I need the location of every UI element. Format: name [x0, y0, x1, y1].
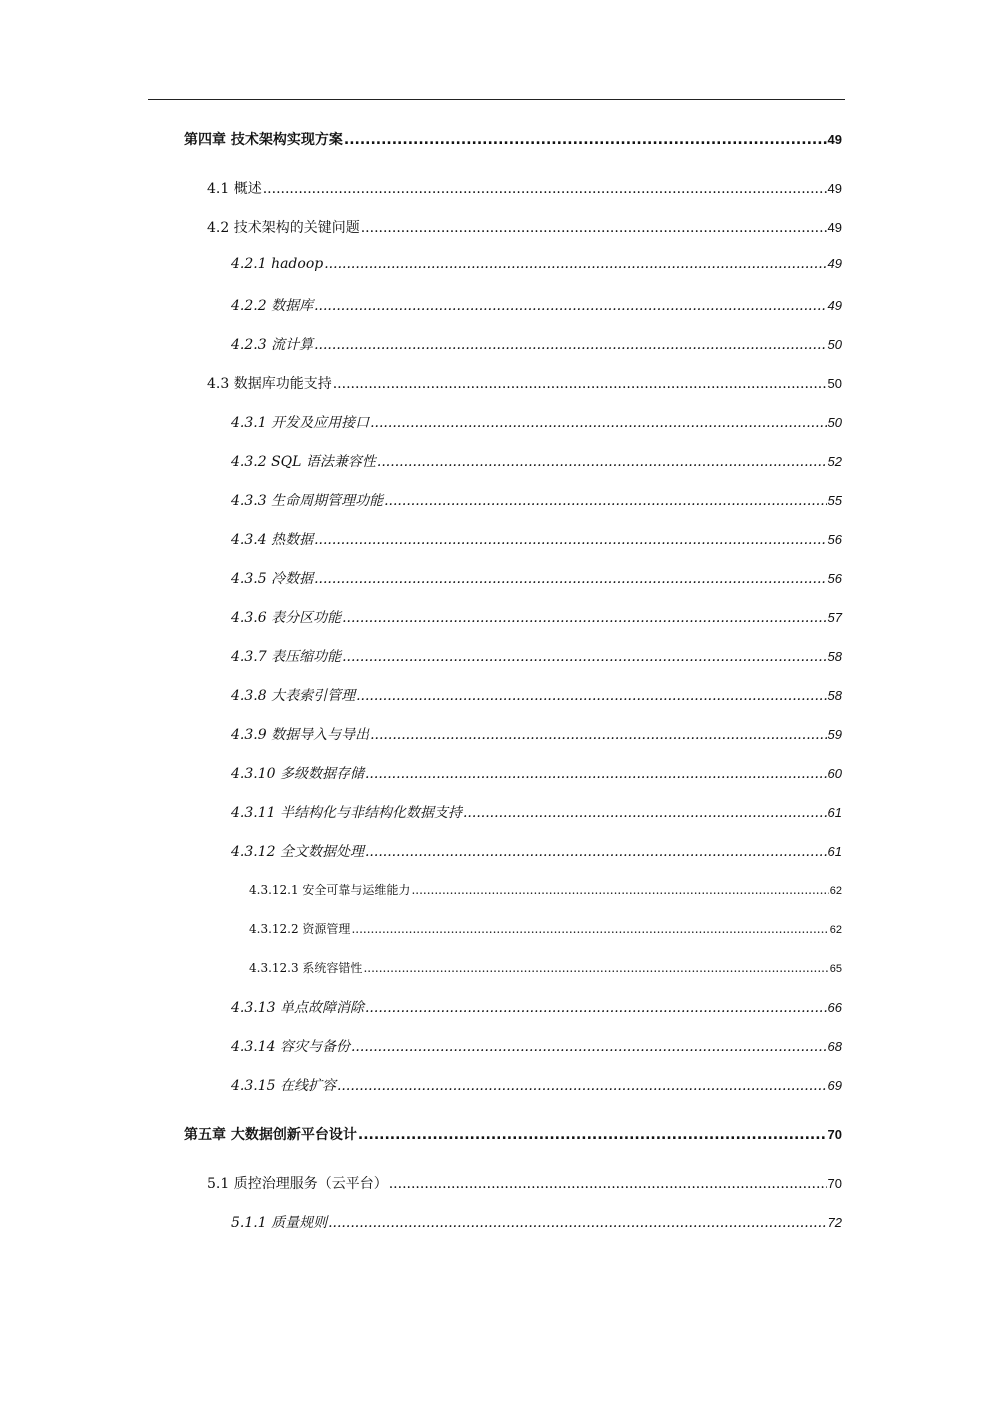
- toc-dot-leader: [314, 571, 826, 587]
- toc-dot-leader: [361, 220, 827, 236]
- toc-entry-page-number: 72: [827, 1215, 842, 1230]
- toc-entry[interactable]: [231, 646, 842, 666]
- toc-entry-label: 5.1.1 质量规则: [231, 1215, 328, 1231]
- toc-entry[interactable]: [249, 881, 842, 898]
- toc-entry-page-number: 50: [827, 337, 842, 352]
- toc-entry[interactable]: [231, 685, 842, 705]
- toc-entry-page-number: 58: [827, 688, 842, 703]
- toc-entry[interactable]: [231, 1036, 842, 1056]
- toc-entry-label: 4.2.3 流计算: [231, 337, 314, 353]
- toc-dot-leader: [411, 883, 828, 897]
- toc-entry-label: 4.3.8 大表索引管理: [231, 688, 356, 704]
- toc-dot-leader: [351, 922, 828, 936]
- toc-entry-label: 4.2.2 数据库: [231, 298, 314, 314]
- toc-entry-page-number: 57: [827, 610, 842, 625]
- toc-dot-leader: [314, 298, 826, 314]
- toc-entry-page-number: 61: [827, 805, 842, 820]
- toc-dot-leader: [365, 844, 827, 860]
- toc-entry[interactable]: [231, 724, 842, 744]
- toc-entry-page-number: 55: [827, 493, 842, 508]
- toc-dot-leader: [463, 805, 827, 821]
- toc-dot-leader: [358, 1127, 827, 1143]
- toc-entry-page-number: 50: [827, 376, 842, 391]
- toc-entry[interactable]: [231, 841, 842, 861]
- toc-dot-leader: [370, 415, 826, 431]
- toc-entry-page-number: 70: [827, 1127, 842, 1142]
- toc-dot-leader: [363, 961, 828, 975]
- toc-entry[interactable]: [231, 529, 842, 549]
- toc-dot-leader: [337, 1078, 827, 1094]
- toc-entry[interactable]: [231, 334, 842, 354]
- toc-entry[interactable]: [231, 763, 842, 783]
- toc-entry[interactable]: [184, 1124, 842, 1144]
- toc-entry-page-number: 60: [827, 766, 842, 781]
- toc-dot-leader: [328, 1215, 826, 1231]
- toc-entry[interactable]: [184, 129, 842, 149]
- toc-dot-leader: [365, 766, 827, 782]
- toc-dot-leader: [314, 532, 826, 548]
- toc-entry[interactable]: [231, 295, 842, 315]
- toc-entry-page-number: 70: [827, 1176, 842, 1191]
- toc-entry-label: 4.3.12.2 资源管理: [249, 922, 351, 936]
- toc-entry-page-number: 49: [827, 298, 842, 313]
- toc-dot-leader: [389, 1176, 827, 1192]
- toc-dot-leader: [314, 337, 826, 353]
- toc-entry[interactable]: [207, 217, 842, 237]
- toc-entry-label: 4.1 概述: [207, 181, 262, 197]
- toc-entry-label: 4.3.3 生命周期管理功能: [231, 493, 384, 509]
- toc-dot-leader: [365, 1000, 827, 1016]
- toc-entry-label: 4.3 数据库功能支持: [207, 376, 332, 392]
- toc-entry[interactable]: [231, 607, 842, 627]
- toc-entry-label: 5.1 质控治理服务（云平台）: [207, 1176, 388, 1192]
- toc-entry-label: 第四章 技术架构实现方案: [184, 132, 343, 148]
- toc-entry[interactable]: [231, 997, 842, 1017]
- toc-entry[interactable]: [231, 1075, 842, 1095]
- toc-entry-label: 4.3.11 半结构化与非结构化数据支持: [231, 805, 462, 821]
- toc-entry-label: 4.3.14 容灾与备份: [231, 1039, 350, 1055]
- toc-entry[interactable]: [207, 373, 842, 393]
- toc-entry[interactable]: [231, 1212, 842, 1232]
- toc-dot-leader: [342, 649, 826, 665]
- toc-entry-page-number: 61: [827, 844, 842, 859]
- toc-entry[interactable]: [249, 959, 842, 976]
- toc-dot-leader: [342, 610, 826, 626]
- toc-entry[interactable]: [249, 920, 842, 937]
- toc-dot-leader: [370, 727, 826, 743]
- toc-entry-label: 4.3.6 表分区功能: [231, 610, 342, 626]
- toc-entry-page-number: 49: [827, 181, 842, 196]
- toc-entry-label: 4.3.12.1 安全可靠与运维能力: [249, 883, 411, 897]
- toc-entry[interactable]: [231, 490, 842, 510]
- toc-dot-leader: [263, 181, 827, 197]
- toc-entry-label: 4.3.9 数据导入与导出: [231, 727, 370, 743]
- toc-entry[interactable]: [207, 1173, 842, 1193]
- toc-entry-page-number: 49: [827, 132, 842, 147]
- toc-entry-page-number: 52: [827, 454, 842, 469]
- toc-dot-leader: [344, 132, 827, 148]
- toc-entry[interactable]: [231, 256, 842, 272]
- toc-entry-label: 4.3.5 冷数据: [231, 571, 314, 587]
- toc-entry-page-number: 62: [829, 924, 842, 936]
- toc-entry-page-number: 56: [827, 571, 842, 586]
- toc-entry[interactable]: [207, 178, 842, 198]
- toc-entry-page-number: 59: [827, 727, 842, 742]
- toc-dot-leader: [377, 454, 827, 470]
- toc-entry-label: 4.3.12 全文数据处理: [231, 844, 364, 860]
- toc-entry-page-number: 56: [827, 532, 842, 547]
- toc-entry-page-number: 66: [827, 1000, 842, 1015]
- toc-entry-label: 4.3.13 单点故障消除: [231, 1000, 364, 1016]
- toc-entry[interactable]: [231, 451, 842, 471]
- toc-dot-leader: [333, 376, 827, 392]
- toc-dot-leader: [356, 688, 826, 704]
- toc-entry-page-number: 49: [827, 220, 842, 235]
- toc-entry-page-number: 62: [829, 885, 842, 897]
- toc-entry-label: 第五章 大数据创新平台设计: [184, 1127, 357, 1143]
- toc-entry-page-number: 58: [827, 649, 842, 664]
- toc-entry[interactable]: [231, 412, 842, 432]
- toc-entry-label: 4.3.1 开发及应用接口: [231, 415, 370, 431]
- toc-entry-label: 4.3.2 SQL 语法兼容性: [231, 454, 376, 470]
- toc-entry-label: 4.2 技术架构的关键问题: [207, 220, 360, 236]
- toc-entry-page-number: 49: [827, 256, 842, 271]
- toc-entry-label: 4.3.4 热数据: [231, 532, 314, 548]
- toc-entry-page-number: 65: [829, 963, 842, 975]
- toc-entry-label: 4.3.10 多级数据存储: [231, 766, 364, 782]
- toc-entry-label: 4.2.1 hadoop: [231, 256, 324, 272]
- toc-entry-label: 4.3.7 表压缩功能: [231, 649, 342, 665]
- toc-entry-page-number: 50: [827, 415, 842, 430]
- toc-dot-leader: [351, 1039, 827, 1055]
- toc-entry[interactable]: [231, 568, 842, 588]
- toc-entry-label: 4.3.15 在线扩容: [231, 1078, 336, 1094]
- toc-entry[interactable]: [231, 802, 842, 822]
- toc-entry-page-number: 68: [827, 1039, 842, 1054]
- toc-dot-leader: [384, 493, 826, 509]
- toc-entry-page-number: 69: [827, 1078, 842, 1093]
- toc-entry-label: 4.3.12.3 系统容错性: [249, 961, 363, 975]
- toc-dot-leader: [324, 256, 826, 272]
